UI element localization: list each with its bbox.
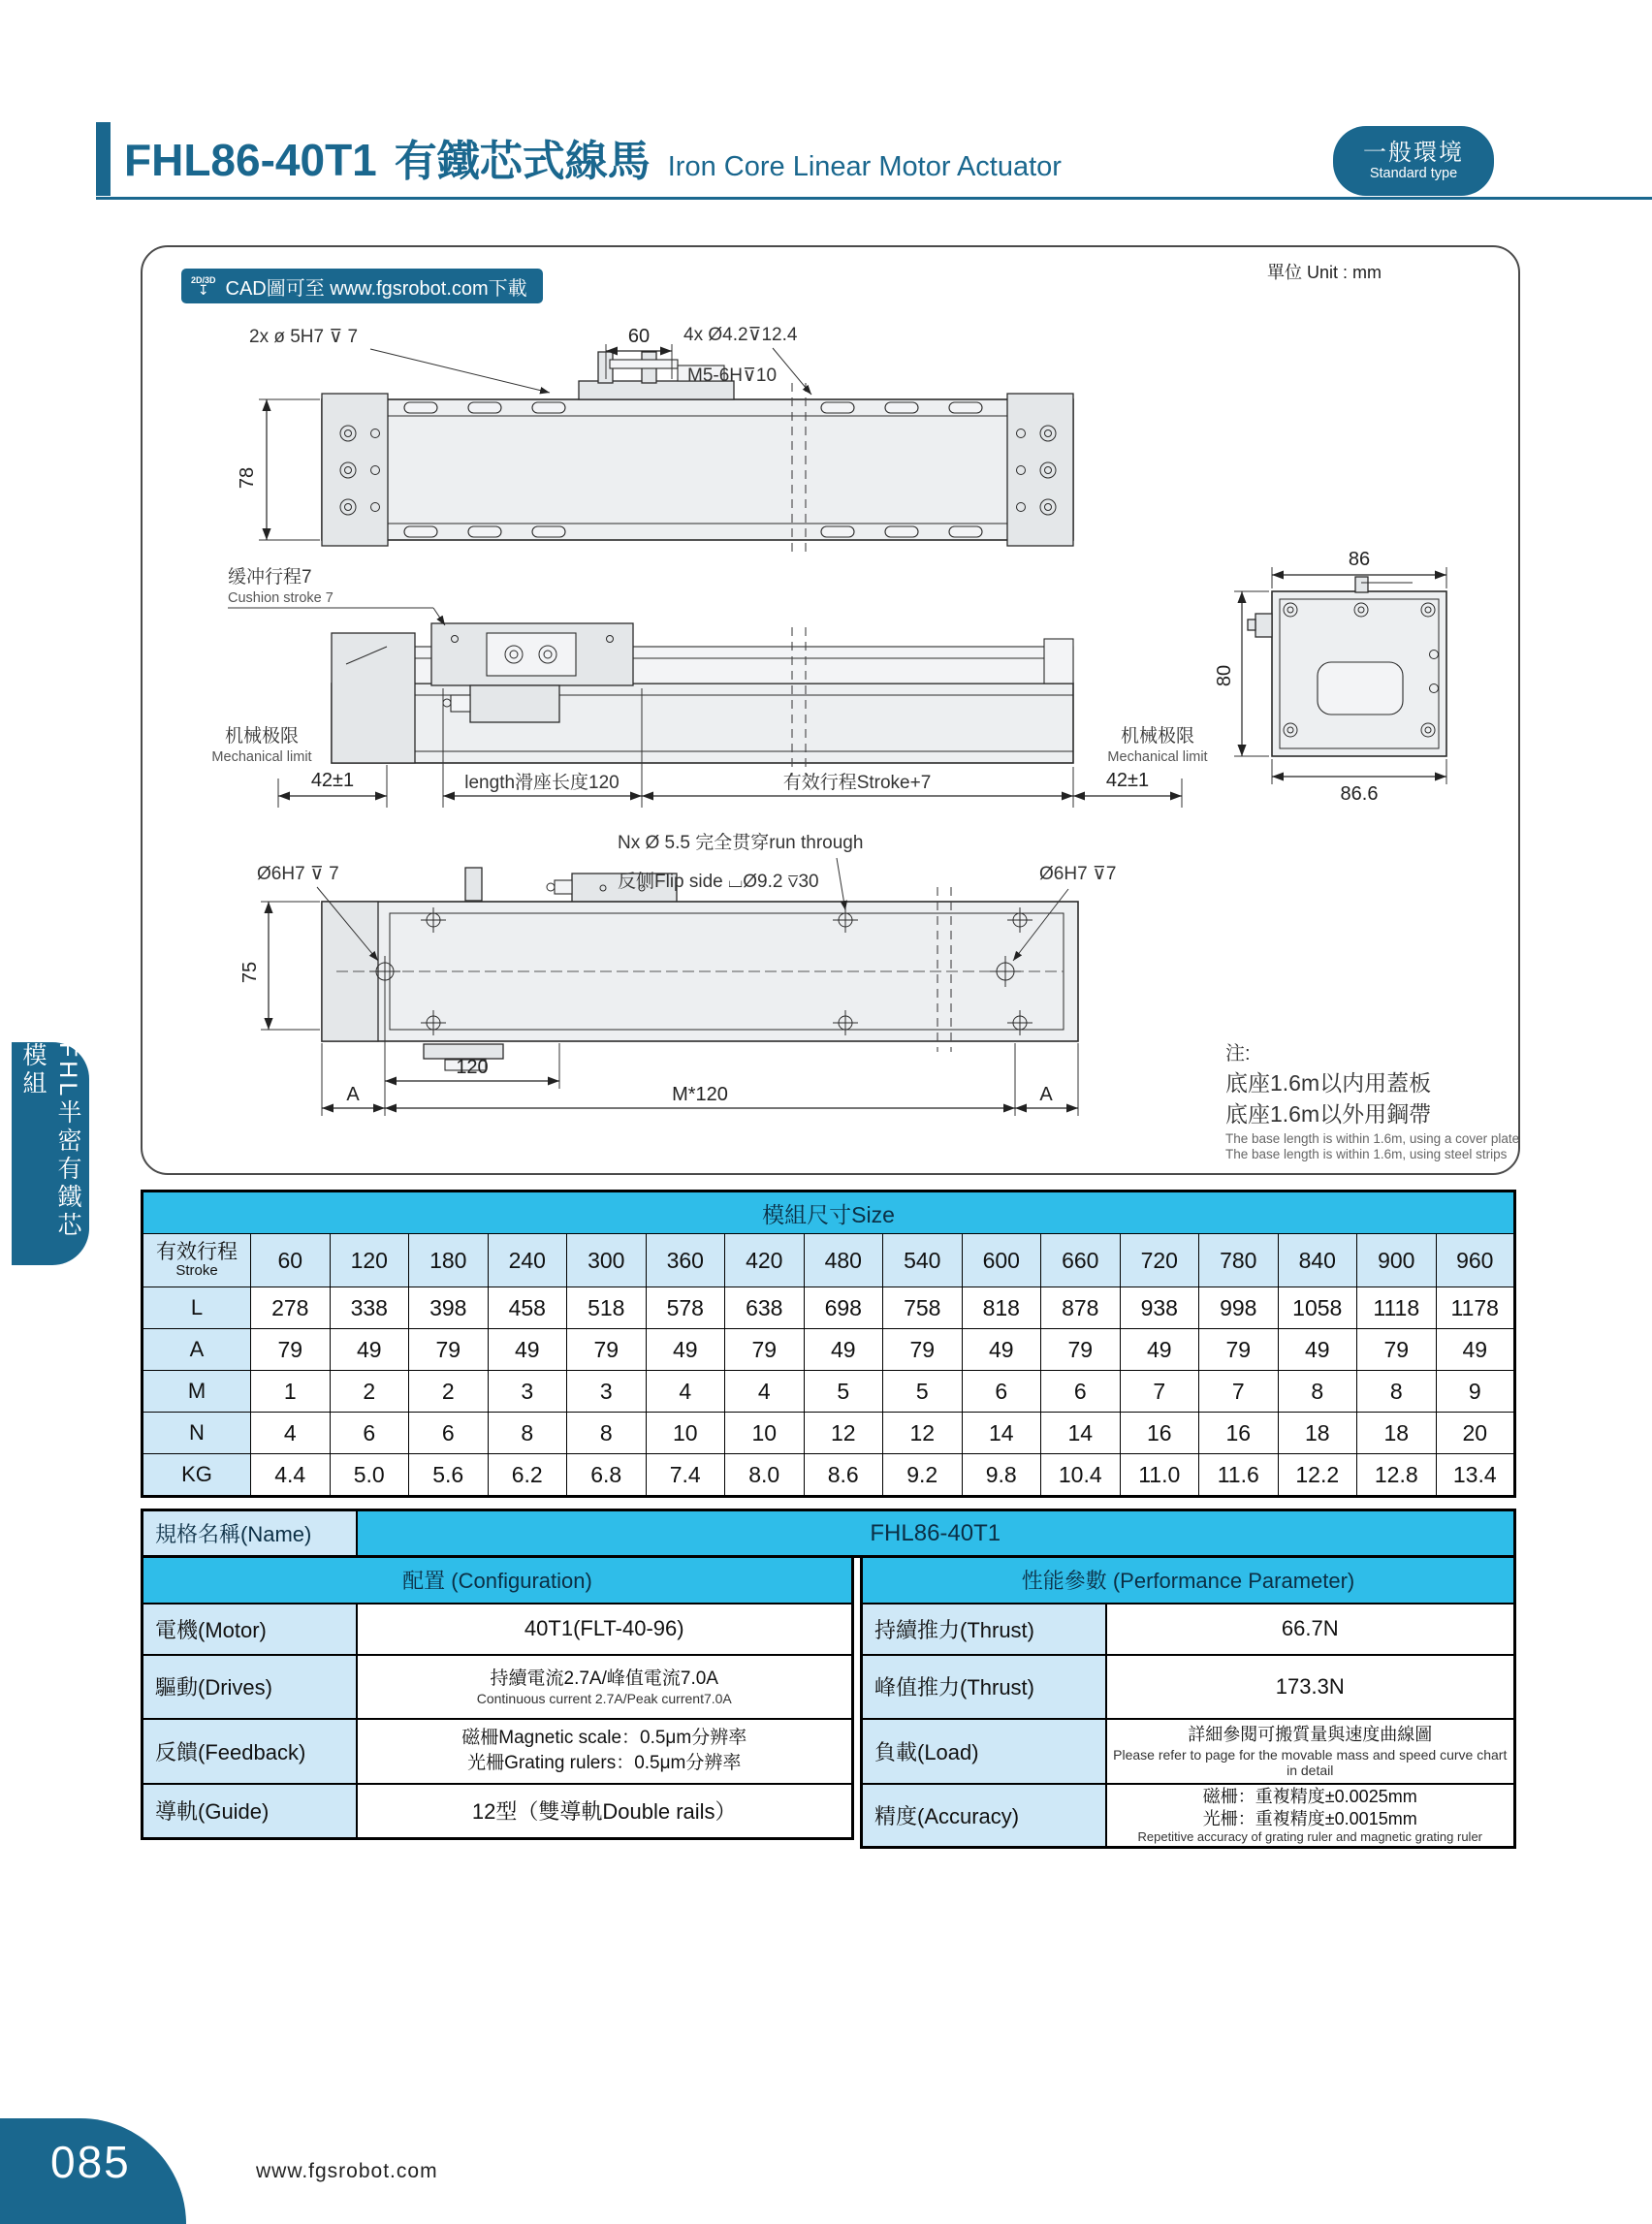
note-cn2: 底座1.6m以外用鋼帶 — [1225, 1101, 1432, 1127]
header-divider — [96, 197, 1652, 200]
label-tap-holes: 4x Ø4.2⊽12.4 — [683, 325, 798, 345]
size-cell: 998 — [1199, 1287, 1279, 1329]
size-cell: 278 — [251, 1287, 331, 1329]
website-link[interactable]: www.fgsrobot.com — [256, 2160, 438, 2182]
stroke-column-header: 240 — [488, 1234, 567, 1287]
label-flip-side: 反侧Flip side ⌴Ø9.2 ⊽30 — [618, 872, 819, 892]
size-cell: 12 — [804, 1413, 883, 1454]
cad-download-icon: 2D/3D ↧ — [191, 274, 216, 298]
size-cell: 1058 — [1278, 1287, 1357, 1329]
dim-75: 75 — [239, 961, 261, 984]
size-cell: 6 — [1041, 1371, 1121, 1413]
sidebar-series-tab — [12, 1042, 89, 1265]
bottom-view — [239, 832, 1518, 1161]
size-cell: 9.8 — [962, 1454, 1041, 1497]
dim-a-right: A — [1039, 1084, 1053, 1105]
guide-label: 導軌(Guide) — [143, 1784, 357, 1839]
accuracy-label: 精度(Accuracy) — [862, 1784, 1106, 1848]
title-chinese: 有鐵芯式線馬 — [394, 138, 651, 185]
dim-42-right: 42±1 — [1105, 770, 1150, 791]
header-accent-bar — [96, 122, 111, 196]
size-cell: 13.4 — [1436, 1454, 1515, 1497]
size-cell: 878 — [1041, 1287, 1121, 1329]
label-mech-limit-en-left: Mechanical limit — [211, 749, 312, 765]
size-cell: 8.6 — [804, 1454, 883, 1497]
size-cell: 49 — [962, 1329, 1041, 1371]
load-value: 詳細參閱可搬質量與速度曲線圖 Please refer to page for the movable mass and speed curve chart in detail — [1106, 1719, 1515, 1784]
size-cell: 79 — [725, 1329, 805, 1371]
dim-80: 80 — [1214, 664, 1235, 687]
label-cushion-en: Cushion stroke 7 — [228, 590, 334, 606]
label-mech-limit-cn-left: 机械极限 — [224, 726, 300, 747]
size-cell: 4.4 — [251, 1454, 331, 1497]
page-title — [124, 126, 1336, 196]
front-view — [211, 566, 1207, 808]
size-cell: 14 — [962, 1413, 1041, 1454]
technical-drawing-panel — [141, 245, 1520, 1175]
size-cell: 10.4 — [1041, 1454, 1121, 1497]
page-number: 085 — [50, 2137, 131, 2187]
sidebar-series-label: FHL半密有鐵芯模組 — [19, 1042, 81, 1241]
size-cell: 49 — [1120, 1329, 1199, 1371]
size-cell: 6.2 — [488, 1454, 567, 1497]
size-cell: 6.8 — [567, 1454, 647, 1497]
size-cell: 3 — [567, 1371, 647, 1413]
size-cell: 7 — [1120, 1371, 1199, 1413]
end-view — [1214, 549, 1446, 805]
size-cell: 518 — [567, 1287, 647, 1329]
size-cell: 11.0 — [1120, 1454, 1199, 1497]
stroke-column-header: 120 — [330, 1234, 409, 1287]
size-cell: 1 — [251, 1371, 331, 1413]
size-cell: 338 — [330, 1287, 409, 1329]
size-cell: 49 — [330, 1329, 409, 1371]
size-cell: 5.0 — [330, 1454, 409, 1497]
size-cell: 398 — [409, 1287, 489, 1329]
guide-value: 12型（雙導軌Double rails） — [357, 1784, 853, 1839]
size-row-label: N — [143, 1413, 251, 1454]
size-cell: 8.0 — [725, 1454, 805, 1497]
size-cell: 4 — [251, 1413, 331, 1454]
size-cell: 7 — [1199, 1371, 1279, 1413]
size-table — [141, 1190, 1516, 1498]
size-cell: 12 — [883, 1413, 963, 1454]
size-cell: 49 — [1278, 1329, 1357, 1371]
size-cell: 18 — [1357, 1413, 1437, 1454]
stroke-header-row — [143, 1234, 1515, 1287]
badge-label-cn: 一般環境 — [1363, 139, 1464, 166]
spec-configuration-table — [141, 1555, 854, 1840]
dim-m120: M*120 — [672, 1084, 728, 1105]
size-cell: 12.2 — [1278, 1454, 1357, 1497]
size-cell: 16 — [1199, 1413, 1279, 1454]
size-cell: 79 — [1357, 1329, 1437, 1371]
label-cushion-cn: 缓冲行程7 — [228, 567, 312, 588]
feedback-label: 反饋(Feedback) — [143, 1719, 357, 1784]
size-cell: 3 — [488, 1371, 567, 1413]
label-pin-holes: 2x ø 5H7 ⊽ 7 — [249, 327, 359, 347]
size-row-label: L — [143, 1287, 251, 1329]
stroke-column-header: 300 — [567, 1234, 647, 1287]
motor-value: 40T1(FLT-40-96) — [357, 1604, 853, 1655]
note-en2: The base length is within 1.6m, using steel strips — [1225, 1147, 1508, 1161]
size-table-title-row — [143, 1191, 1515, 1234]
size-row-KG — [143, 1454, 1515, 1497]
stroke-column-header: 960 — [1436, 1234, 1515, 1287]
size-cell: 8 — [1357, 1371, 1437, 1413]
label-dowel-left: Ø6H7 ⊽ 7 — [257, 864, 339, 884]
size-cell: 9 — [1436, 1371, 1515, 1413]
feedback-value: 磁柵Magnetic scale：0.5μm分辨率 光柵Grating rulers：0.5μm分辨率 — [357, 1719, 853, 1784]
label-dowel-right: Ø6H7 ⊽7 — [1039, 864, 1117, 884]
performance-header: 性能參數 (Performance Parameter) — [862, 1557, 1515, 1604]
size-cell: 16 — [1120, 1413, 1199, 1454]
size-cell: 49 — [646, 1329, 725, 1371]
dim-86: 86 — [1348, 549, 1371, 570]
unit-label: 單位 Unit : mm — [1267, 263, 1382, 282]
dim-60: 60 — [627, 326, 651, 347]
size-cell: 79 — [251, 1329, 331, 1371]
load-label: 負載(Load) — [862, 1719, 1106, 1784]
size-row-N — [143, 1413, 1515, 1454]
size-cell: 1118 — [1357, 1287, 1437, 1329]
size-cell: 938 — [1120, 1287, 1199, 1329]
size-cell: 5 — [883, 1371, 963, 1413]
thrust-cont-label: 持續推力(Thrust) — [862, 1604, 1106, 1655]
size-cell: 79 — [1199, 1329, 1279, 1371]
label-slider-length: length滑座长度120 — [464, 773, 620, 793]
size-cell: 698 — [804, 1287, 883, 1329]
note-cn1: 底座1.6m以内用蓋板 — [1225, 1070, 1432, 1096]
size-cell: 6 — [330, 1413, 409, 1454]
size-cell: 49 — [1436, 1329, 1515, 1371]
size-cell: 578 — [646, 1287, 725, 1329]
size-row-label: A — [143, 1329, 251, 1371]
note-title: 注: — [1225, 1043, 1251, 1064]
size-cell: 10 — [646, 1413, 725, 1454]
size-cell: 8 — [488, 1413, 567, 1454]
spec-performance-table — [860, 1555, 1516, 1849]
stroke-column-header: 180 — [409, 1234, 489, 1287]
size-cell: 11.6 — [1199, 1454, 1279, 1497]
thrust-peak-label: 峰值推力(Thrust) — [862, 1655, 1106, 1719]
size-cell: 10 — [725, 1413, 805, 1454]
spec-name-label: 規格名稱(Name) — [143, 1510, 357, 1557]
spec-name-value: FHL86-40T1 — [357, 1510, 1515, 1557]
size-cell: 8 — [1278, 1371, 1357, 1413]
size-row-A — [143, 1329, 1515, 1371]
stroke-column-header: 480 — [804, 1234, 883, 1287]
thrust-peak-value: 173.3N — [1106, 1655, 1515, 1719]
dim-a-left: A — [346, 1084, 360, 1105]
dim-42-left: 42±1 — [310, 770, 355, 791]
title-english: Iron Core Linear Motor Actuator — [667, 151, 1062, 182]
size-row-M — [143, 1371, 1515, 1413]
drives-label: 驅動(Drives) — [143, 1655, 357, 1719]
size-cell: 6 — [409, 1413, 489, 1454]
size-cell: 458 — [488, 1287, 567, 1329]
top-view — [237, 325, 1073, 557]
size-cell: 638 — [725, 1287, 805, 1329]
size-cell: 4 — [725, 1371, 805, 1413]
cad-download-label: CAD圖可至 www.fgsrobot.com下載 — [225, 277, 527, 300]
label-stroke-dim: 有效行程Stroke+7 — [782, 773, 932, 793]
size-cell: 49 — [488, 1329, 567, 1371]
accuracy-value: 磁柵：重複精度±0.0025mm 光柵：重複精度±0.0015mm Repetitive accuracy of grating ruler and magnetic grating ruler — [1106, 1784, 1515, 1848]
size-row-label: KG — [143, 1454, 251, 1497]
dim-86-6: 86.6 — [1340, 783, 1379, 805]
stroke-column-header: 660 — [1041, 1234, 1121, 1287]
size-cell: 79 — [1041, 1329, 1121, 1371]
stroke-column-header: 360 — [646, 1234, 725, 1287]
stroke-column-header: 420 — [725, 1234, 805, 1287]
size-cell: 12.8 — [1357, 1454, 1437, 1497]
note-en1: The base length is within 1.6m, using a cover plate — [1225, 1131, 1518, 1146]
label-mech-limit-cn-right: 机械极限 — [1120, 726, 1195, 747]
stroke-column-header: 780 — [1199, 1234, 1279, 1287]
stroke-column-header: 900 — [1357, 1234, 1437, 1287]
cad-download-button[interactable] — [181, 269, 543, 303]
size-cell: 6 — [962, 1371, 1041, 1413]
drives-value: 持續電流2.7A/峰值電流7.0A Continuous current 2.7A/Peak current7.0A — [357, 1655, 853, 1719]
size-cell: 5.6 — [409, 1454, 489, 1497]
label-thread: M5-6H⊽10 — [687, 365, 778, 386]
size-cell: 2 — [330, 1371, 409, 1413]
size-cell: 818 — [962, 1287, 1041, 1329]
size-cell: 4 — [646, 1371, 725, 1413]
size-cell: 20 — [1436, 1413, 1515, 1454]
footer-page-shape — [0, 2118, 186, 2224]
size-cell: 14 — [1041, 1413, 1121, 1454]
size-table-title: 模組尺寸Size — [143, 1191, 1515, 1234]
size-cell: 79 — [883, 1329, 963, 1371]
motor-label: 電機(Motor) — [143, 1604, 357, 1655]
size-cell: 2 — [409, 1371, 489, 1413]
stroke-column-header: 600 — [962, 1234, 1041, 1287]
stroke-column-header: 840 — [1278, 1234, 1357, 1287]
environment-badge — [1333, 126, 1494, 196]
size-cell: 758 — [883, 1287, 963, 1329]
spec-name-table — [141, 1509, 1516, 1558]
size-cell: 79 — [409, 1329, 489, 1371]
size-cell: 79 — [567, 1329, 647, 1371]
stroke-column-header: 540 — [883, 1234, 963, 1287]
dim-120: 120 — [456, 1057, 489, 1078]
size-row-L — [143, 1287, 1515, 1329]
badge-label-en: Standard type — [1369, 166, 1458, 182]
stroke-column-header: 60 — [251, 1234, 331, 1287]
label-through-holes: Nx Ø 5.5 完全贯穿run through — [618, 833, 864, 853]
thrust-cont-value: 66.7N — [1106, 1604, 1515, 1655]
size-cell: 49 — [804, 1329, 883, 1371]
stroke-column-header: 720 — [1120, 1234, 1199, 1287]
size-cell: 7.4 — [646, 1454, 725, 1497]
config-header: 配置 (Configuration) — [143, 1557, 853, 1604]
size-cell: 18 — [1278, 1413, 1357, 1454]
size-cell: 1178 — [1436, 1287, 1515, 1329]
model-number: FHL86-40T1 — [124, 135, 377, 185]
actuator-drawing — [143, 247, 1518, 1173]
stroke-row-header: 有效行程 Stroke — [143, 1234, 251, 1287]
dim-78: 78 — [237, 466, 258, 490]
size-cell: 9.2 — [883, 1454, 963, 1497]
label-mech-limit-en-right: Mechanical limit — [1107, 749, 1208, 765]
size-cell: 5 — [804, 1371, 883, 1413]
size-cell: 8 — [567, 1413, 647, 1454]
size-row-label: M — [143, 1371, 251, 1413]
